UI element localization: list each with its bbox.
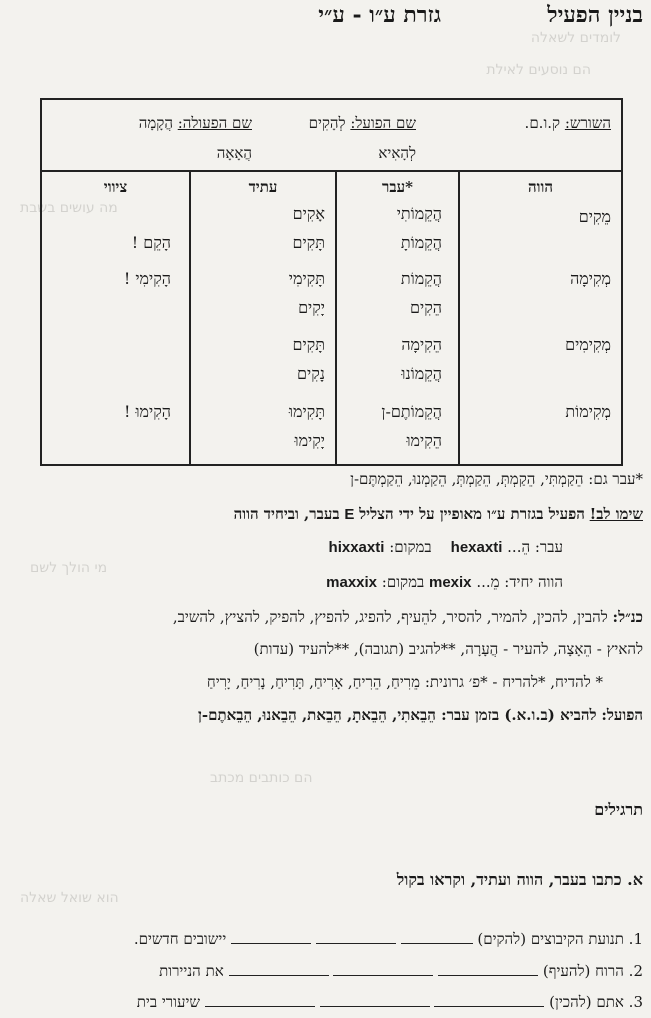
answer-blank[interactable]	[229, 962, 329, 976]
action-noun-cell	[42, 100, 262, 172]
past-example-word2: hixxaxti	[328, 539, 385, 556]
bleed-through-text: מי הולך לשם	[30, 560, 108, 576]
exercise-item	[159, 962, 643, 981]
action-noun-alt-value: הֲאָאָה	[216, 144, 252, 162]
past-cell: הֲקֵמוֹנוּ	[401, 364, 442, 383]
past-cell: הֲקֵמוֹתָ	[400, 233, 442, 252]
answer-blank[interactable]	[333, 962, 433, 976]
verb-info-row	[42, 100, 621, 172]
root-cell	[426, 100, 621, 172]
past-header: *עבר	[382, 178, 413, 196]
present-cell: מְקִימִים	[565, 335, 611, 354]
future-cell: תָּקִים	[292, 233, 325, 252]
present-header: הווה	[528, 178, 553, 196]
present-cell: מֵקִים	[578, 207, 611, 226]
infinitive-value: לְהָקִים	[308, 114, 346, 132]
exercises-title: תרגילים	[594, 800, 643, 819]
exercise-subject: אתם (להכין)	[549, 993, 624, 1011]
past-cell: הֵקִימָה	[401, 335, 442, 354]
similar-label: כנ״ל:	[612, 608, 643, 626]
future-cell: תָּקִימוּ	[288, 402, 325, 421]
exercise-number: 2.	[628, 962, 643, 980]
answer-blank[interactable]	[316, 930, 396, 944]
past-example-mid: במקום:	[389, 538, 432, 556]
similar-text-1: להבין, להכין, להמיר, להסיר, להֵעיף, להפיג, להפיץ, להפיק, להציץ, להשיב,	[172, 608, 608, 626]
future-cell: יָקִימוּ	[294, 431, 325, 450]
past-cell: הֵקִימוּ	[406, 431, 442, 450]
exercise-item	[137, 993, 643, 1012]
future-cell: יָקִים	[298, 298, 325, 317]
past-cell: הֲקֵמוֹת	[400, 269, 442, 288]
exercise-number: 3.	[628, 993, 643, 1011]
hifil-text: להביא (ב.ו.א.) בזמן עבר: הֵבֵאתִי, הֵבֵאתָ, הֵבֵאת, הֵבֵאנוּ, הֵבֵאתֶם-ן	[198, 706, 597, 724]
future-cell: תָּקִימִי	[288, 269, 325, 288]
bleed-through-text: לומדים לשאלה	[530, 30, 621, 46]
imperative-cell: הָקִימוּ !	[123, 402, 171, 421]
similar-verbs-line1	[173, 608, 643, 627]
attention-note	[234, 505, 643, 524]
answer-blank[interactable]	[438, 962, 538, 976]
future-cell: נָקִים	[297, 364, 325, 383]
answer-blank[interactable]	[231, 930, 311, 944]
exercise-instruction: א. כתבו בעבר, הווה ועתיד, וקראו בקול	[396, 870, 643, 889]
present-example-label: הווה יחיד: מֵ...	[476, 573, 563, 591]
exercise-subject: תנועת הקיבוצים (להקים)	[477, 930, 624, 948]
present-example-word2: maxxix	[326, 574, 378, 591]
past-column	[335, 172, 458, 464]
future-header: עתיד	[248, 178, 278, 196]
imperative-cell: הָקֵם !	[131, 233, 171, 252]
exercise-tail: יישובים חדשים.	[133, 930, 227, 948]
past-example-word: hexaxti	[450, 539, 503, 556]
bleed-through-text: הם נוסעים לאילת	[486, 62, 591, 78]
infinitive-label: שם הפועל:	[350, 114, 416, 132]
hifil-label: הפועל:	[601, 706, 643, 724]
present-example-word: mexix	[428, 574, 472, 591]
answer-blank[interactable]	[205, 993, 315, 1007]
present-cell: מְקִימוֹת	[565, 402, 611, 421]
attention-tail: בעבר, וביחיד הווה	[233, 505, 340, 523]
answer-blank[interactable]	[320, 993, 430, 1007]
similar-verbs-line3: * להדיח, *להריח - *פ׳ גרונית: מֵרִיחַ, הֵרִיחַ, אָרִיחַ, תָּרִיחַ, נָרִיחַ, יָרִיחַ	[206, 673, 603, 691]
infinitive-alt-value: לְהָאִיא	[378, 144, 416, 162]
past-cell: הֲקֵמוֹתִי	[396, 204, 442, 223]
future-column	[189, 172, 335, 464]
bleed-through-text: מה עושים בשבת	[20, 200, 118, 216]
similar-verbs-line2: להאיץ - הֵאָצָה, להעיר - הֲעָרָה, **להגיב (תגובה), **להעיד (עדות)	[253, 640, 643, 658]
action-noun-value: הֲקָמָה	[138, 114, 173, 132]
future-cell: תָּקִים	[292, 335, 325, 354]
action-noun-label: שם הפעולה:	[177, 114, 252, 132]
past-example	[329, 538, 563, 557]
past-example-label: עבר: הֵ...	[507, 538, 563, 556]
exercise-item	[134, 930, 643, 949]
present-example	[326, 573, 563, 592]
page-subtitle: גזרת ע״ו - ע״י	[318, 2, 441, 28]
exercise-subject: הרוח (להעיף)	[542, 962, 624, 980]
present-cell: מְקִימָה	[570, 269, 611, 288]
answer-blank[interactable]	[434, 993, 544, 1007]
future-cell: אָקִים	[292, 204, 325, 223]
alt-past-note: *עבר גם: הֵקַמְתִּי, הֵקַמְתְּ, הֵקַמְתְּ, הֵקַמְנוּ, הֵקַמְתֶּם-ן	[350, 470, 643, 488]
root-value: ק.ו.ם.	[524, 114, 561, 132]
present-column	[458, 172, 621, 464]
exercise-tail: את הניירות	[159, 962, 224, 980]
past-cell: הֵקִים	[410, 298, 442, 317]
past-cell: הֲקֵמוֹתֶם-ן	[381, 402, 442, 421]
attention-text: הפעיל בגזרת ע״ו מאופיין על ידי הצליל	[359, 505, 585, 523]
exercise-number: 1.	[628, 930, 643, 948]
answer-blank[interactable]	[401, 930, 473, 944]
conjugation-table	[40, 98, 623, 466]
imperative-cell: הָקִימִי !	[123, 269, 171, 288]
attention-label: שימו לב!	[589, 505, 643, 523]
present-example-mid: במקום:	[381, 573, 425, 591]
hifil-note	[198, 706, 643, 725]
infinitive-cell	[262, 100, 426, 172]
root-label: השורש:	[564, 114, 611, 132]
imperative-column	[42, 172, 189, 464]
imperative-header: ציווי	[103, 178, 128, 196]
exercise-tail: שיעורי בית	[136, 993, 201, 1011]
bleed-through-text: הוא שואל שאלה	[20, 890, 119, 906]
attention-e: E	[344, 506, 355, 523]
page-title: בניין הפעיל	[547, 2, 643, 28]
bleed-through-text: הם כותבים מכתב	[210, 770, 313, 786]
